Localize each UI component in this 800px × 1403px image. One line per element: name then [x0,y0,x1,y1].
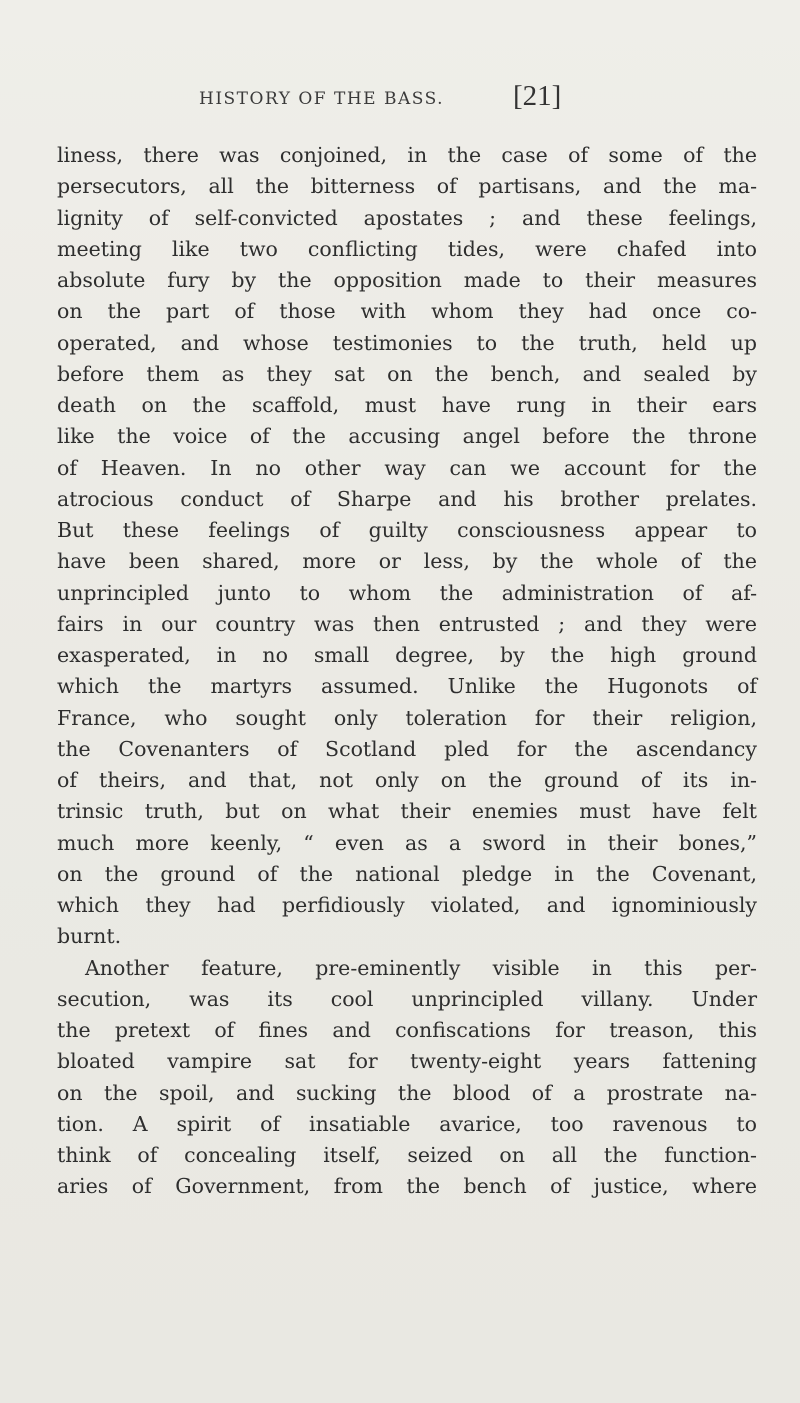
text-line: fairs in our country was then entrusted ; and they were [57,611,757,636]
paragraph-first-line: Another feature, pre-eminently visible in this per- [85,955,757,980]
text-line: on the spoil, and sucking the blood of a prostrate na- [57,1080,757,1105]
text-line: unprincipled junto to whom the administration of af- [57,580,757,605]
text-line: the Covenanters of Scotland pled for the ascendancy [57,736,757,761]
text-line: But these feelings of guilty consciousness appear to [57,518,757,542]
text-line: on the ground of the national pledge in the Covenant, [57,861,757,886]
text-line: like the voice of the accusing angel before the throne [57,424,757,449]
text-line: trinsic truth, but on what their enemies must have felt [57,799,757,824]
text-line: death on the scaffold, must have rung in their ears [57,393,757,417]
text-line: atrocious conduct of Sharpe and his brother prelates. [57,486,757,511]
text-line: which they had perfidiously violated, and ignominiously [57,893,757,917]
text-line: liness, there was conjoined, in the case of some of the [57,143,757,167]
paragraph-last-line: burnt. [57,924,122,949]
text-line: operated, and whose testimonies to the truth, held up [57,330,757,355]
text-line: aries of Government, from the bench of justice, where [57,1174,757,1199]
text-line: bloated vampire sat for twenty-eight years fattening [57,1049,757,1074]
text-line: which the martyrs assumed. Unlike the Hugonots of [57,674,757,699]
body-text [57,140,757,1203]
text-line: think of concealing itself, seized on all the function- [57,1143,757,1167]
text-line: before them as they sat on the bench, and sealed by [57,361,757,386]
running-head [0,80,800,120]
text-line: much more keenly, “ even as a sword in their bones,” [57,830,757,855]
text-line: meeting like two conflicting tides, were chafed into [57,236,757,261]
page-number: [21] [513,80,562,112]
running-head-title: HISTORY OF THE BASS. [199,89,445,109]
text-line: lignity of self-convicted apostates ; and these feelings, [57,205,757,230]
text-line: persecutors, all the bitterness of partisans, and the ma- [57,174,757,199]
text-line: absolute fury by the opposition made to their measures [57,268,757,292]
text-line: the pretext of fines and confiscations for treason, this [57,1018,757,1042]
text-line: secution, was its cool unprincipled villany. Under [57,986,757,1011]
text-line: have been shared, more or less, by the whole of the [57,549,757,574]
text-line: tion. A spirit of insatiable avarice, too ravenous to [57,1111,757,1136]
text-line: France, who sought only toleration for their religion, [57,705,757,730]
text-line: exasperated, in no small degree, by the high ground [57,643,757,667]
text-line: of theirs, and that, not only on the ground of its in- [57,768,757,792]
text-line: on the part of those with whom they had once co- [57,299,757,324]
text-line: of Heaven. In no other way can we account for the [57,455,757,480]
